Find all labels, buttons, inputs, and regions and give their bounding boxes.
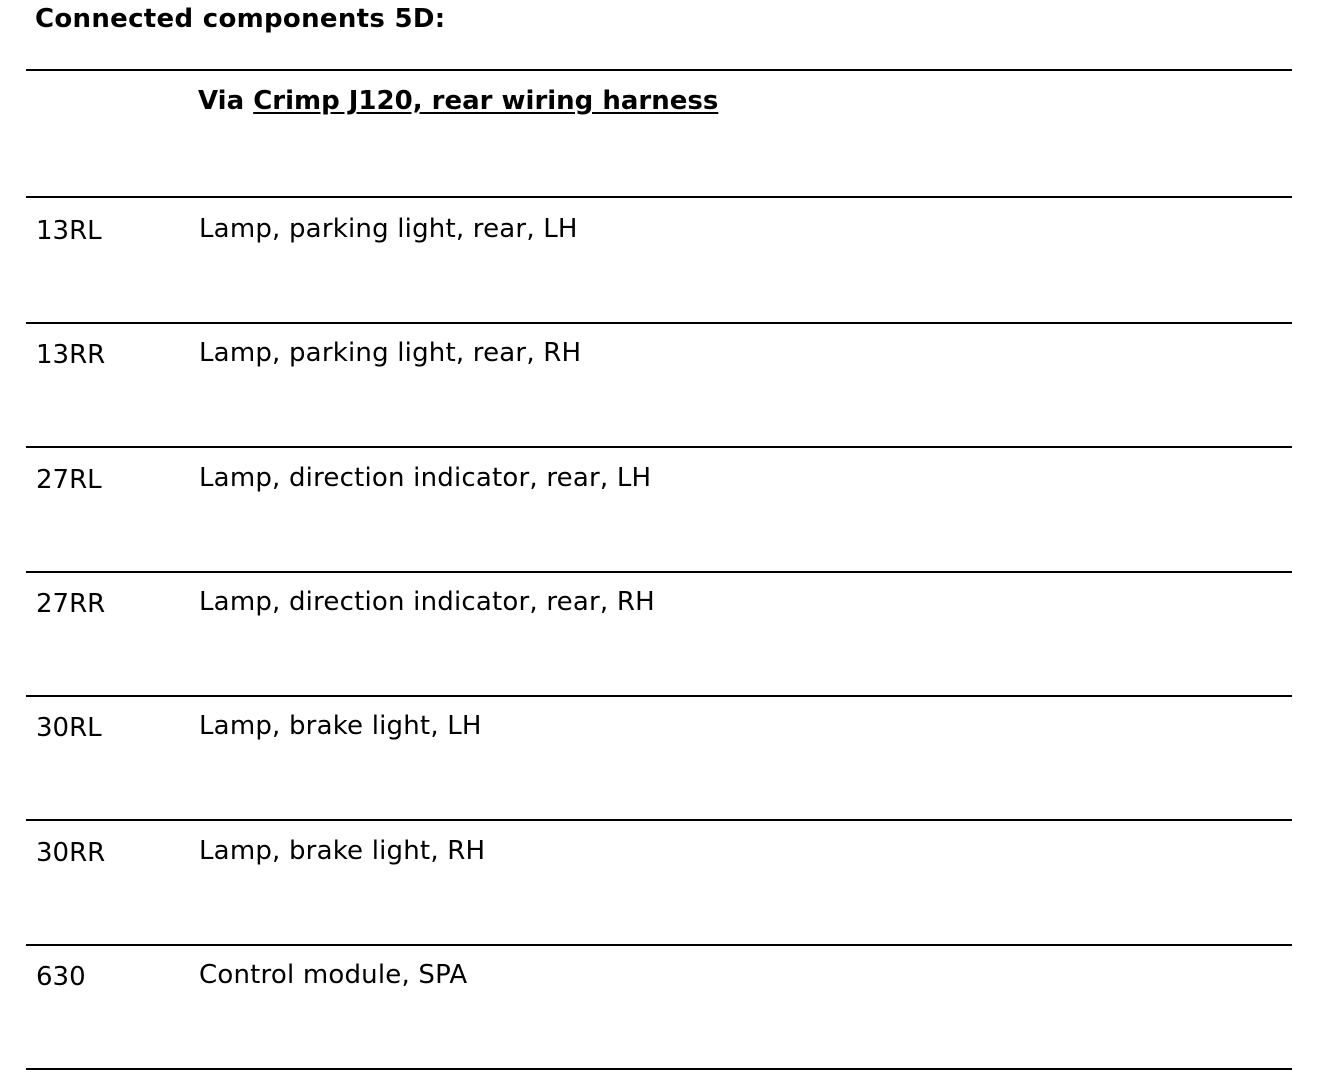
table-row [0, 575, 1328, 699]
row-rule [26, 695, 1292, 697]
table-row [0, 948, 1328, 1072]
table-top-rule [26, 69, 1292, 71]
component-code: 27RR [36, 588, 106, 619]
component-description: Control module, SPA [199, 959, 468, 990]
row-rule [26, 571, 1292, 573]
table-row [0, 824, 1328, 948]
component-code: 13RR [36, 340, 106, 371]
row-rule [26, 446, 1292, 448]
row-rule [26, 1068, 1292, 1070]
table-row [0, 699, 1328, 823]
component-code: 30RR [36, 837, 106, 868]
component-description: Lamp, parking light, rear, RH [199, 338, 582, 369]
table-header [198, 86, 718, 116]
row-rule [26, 819, 1292, 821]
component-description: Lamp, direction indicator, rear, RH [199, 586, 655, 617]
component-code: 13RL [36, 216, 102, 246]
component-code: 630 [36, 961, 86, 992]
component-code: 27RL [36, 464, 102, 495]
header-rule [26, 196, 1292, 198]
component-code: 30RL [36, 713, 102, 744]
table-row [0, 202, 1328, 326]
component-description: Lamp, brake light, LH [199, 711, 482, 742]
crimp-link[interactable]: Crimp J120, rear wiring harness [253, 86, 719, 116]
component-description: Lamp, brake light, RH [199, 835, 486, 866]
row-rule [26, 322, 1292, 324]
component-description: Lamp, direction indicator, rear, LH [199, 462, 652, 493]
row-rule [26, 944, 1292, 946]
table-row [0, 326, 1328, 450]
page-title: Connected components 5D: [35, 4, 446, 34]
table-row [0, 451, 1328, 575]
component-description: Lamp, parking light, rear, LH [199, 214, 578, 244]
header-prefix: Via [198, 86, 254, 116]
